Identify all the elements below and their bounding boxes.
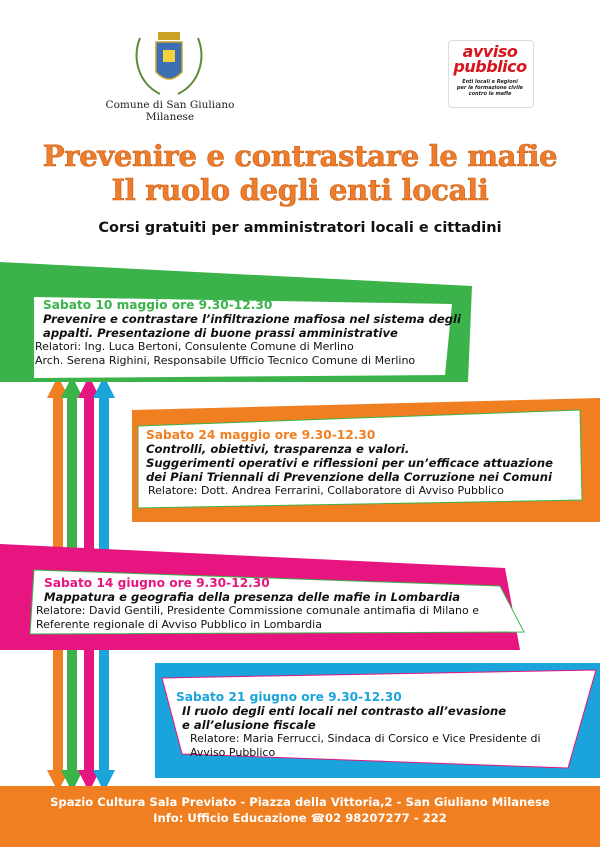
footer-venue: Spazio Cultura Sala Previato - Piazza della Vittoria,2 - San Giuliano Milanese: [50, 795, 550, 809]
avviso-pubblico-logo-text: avviso pubblico: [453, 42, 527, 76]
session-2: [146, 428, 586, 498]
session-1-date: Sabato 10 maggio ore 9.30-12.30: [43, 298, 273, 312]
session-4: [176, 690, 576, 760]
subtitle: Corsi gratuiti per amministratori locali e cittadini: [98, 220, 502, 236]
session-3: [36, 576, 534, 632]
session-2-date: Sabato 24 maggio ore 9.30-12.30: [146, 428, 376, 442]
footer-info: Info: Ufficio Educazione ☎02 98207277 - 222: [153, 811, 447, 825]
session-3-speakers: Relatore: David Gentili, Presidente Commissione comunale antimafia di Milano e Referente regionale di Avviso Pubblico in Lombardia: [36, 604, 480, 631]
comune-name: Comune di San Giuliano Milanese: [105, 99, 235, 123]
session-1-speakers: Relatori: Ing. Luca Bertoni, Consulente Comune di Merlino Arch. Serena Righini, Responsabile Ufficio Tecnico Comune di Merlino: [35, 340, 416, 367]
avviso-pubblico-logo-subtext: Enti locali e Regioni per la formazione civile contro le mafie: [456, 79, 524, 97]
session-3-topic: Mappatura e geografia della presenza delle mafie in Lombardia: [44, 590, 461, 604]
session-4-topic: Il ruolo degli enti locali nel contrasto all’evasione e all’elusione fiscale: [182, 704, 507, 732]
session-4-speakers: Relatore: Maria Ferrucci, Sindaca di Corsico e Vice Presidente di Avviso Pubblico: [190, 732, 541, 759]
comune-crest-icon: [130, 28, 208, 98]
session-1-topic: Prevenire e contrastare l’infiltrazione mafiosa nel sistema degli appalti. Presentazione di buone prassi amministrative: [43, 312, 461, 340]
main-title-line2: Il ruolo degli enti locali: [111, 173, 489, 207]
session-2-speakers: Relatore: Dott. Andrea Ferrarini, Collaboratore di Avviso Pubblico: [148, 484, 504, 497]
session-3-date: Sabato 14 giugno ore 9.30-12.30: [44, 576, 270, 590]
main-title-line1: Prevenire e contrastare le mafie: [42, 139, 558, 173]
session-2-topic: Controlli, obiettivi, trasparenza e valori. Suggerimenti operativi e riflessioni per un’efficace attuazione dei Piani Triennali di Prevenzione della Corruzione nei Comuni: [146, 442, 553, 484]
session-4-date: Sabato 21 giugno ore 9.30-12.30: [176, 690, 402, 704]
session-1: [35, 298, 463, 368]
